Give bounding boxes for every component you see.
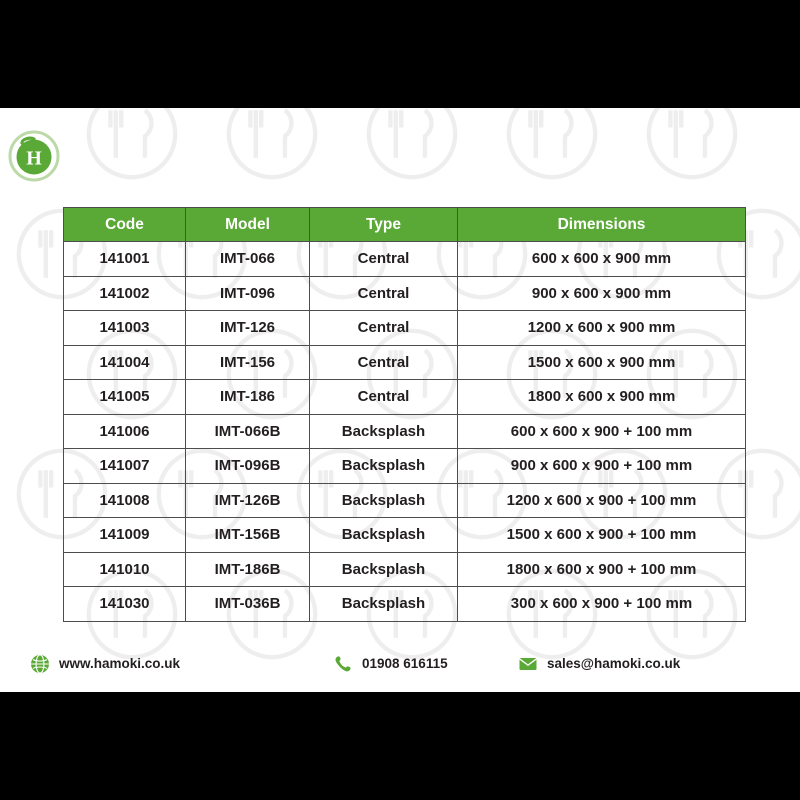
specification-table (63, 207, 745, 622)
table-row (64, 552, 746, 587)
cell-type: Central (310, 345, 458, 380)
column-header-code: Code (64, 208, 186, 242)
table-row (64, 449, 746, 484)
cell-type: Backsplash (310, 414, 458, 449)
logo-letter: H (26, 147, 42, 170)
website-contact[interactable] (30, 654, 180, 674)
cell-model: IMT-186B (186, 552, 310, 587)
cell-dimensions: 300 x 600 x 900 + 100 mm (458, 587, 746, 622)
cell-model: IMT-156B (186, 518, 310, 553)
cell-dimensions: 1500 x 600 x 900 mm (458, 345, 746, 380)
email-text: sales@hamoki.co.uk (547, 656, 681, 671)
phone-icon (333, 654, 353, 674)
cell-code: 141008 (64, 483, 186, 518)
table-row (64, 414, 746, 449)
cell-model: IMT-186 (186, 380, 310, 415)
column-header-model: Model (186, 208, 310, 242)
table-row (64, 311, 746, 346)
cell-type: Backsplash (310, 449, 458, 484)
table-row (64, 518, 746, 553)
cell-model: IMT-096B (186, 449, 310, 484)
website-text: www.hamoki.co.uk (59, 656, 181, 671)
phone-contact[interactable] (333, 654, 448, 674)
cell-model: IMT-156 (186, 345, 310, 380)
cell-dimensions: 900 x 600 x 900 + 100 mm (458, 449, 746, 484)
column-header-type: Type (310, 208, 458, 242)
cell-code: 141030 (64, 587, 186, 622)
cell-code: 141001 (64, 242, 186, 277)
cell-code: 141005 (64, 380, 186, 415)
cell-type: Backsplash (310, 587, 458, 622)
spec-sheet (0, 108, 800, 692)
cell-type: Backsplash (310, 518, 458, 553)
globe-icon (30, 654, 50, 674)
email-contact[interactable] (518, 654, 680, 674)
cell-dimensions: 1200 x 600 x 900 mm (458, 311, 746, 346)
cell-dimensions: 1800 x 600 x 900 + 100 mm (458, 552, 746, 587)
table-row (64, 483, 746, 518)
cell-code: 141010 (64, 552, 186, 587)
contact-footer (0, 648, 800, 692)
phone-text: 01908 616115 (362, 656, 448, 671)
cell-code: 141002 (64, 276, 186, 311)
table-row (64, 276, 746, 311)
cell-code: 141007 (64, 449, 186, 484)
cell-type: Backsplash (310, 552, 458, 587)
cell-model: IMT-126 (186, 311, 310, 346)
cell-code: 141004 (64, 345, 186, 380)
envelope-icon (518, 654, 538, 674)
cell-model: IMT-066 (186, 242, 310, 277)
cell-type: Central (310, 276, 458, 311)
table-row (64, 587, 746, 622)
cell-code: 141003 (64, 311, 186, 346)
cell-dimensions: 900 x 600 x 900 mm (458, 276, 746, 311)
cell-type: Backsplash (310, 483, 458, 518)
cell-dimensions: 1200 x 600 x 900 + 100 mm (458, 483, 746, 518)
cell-type: Central (310, 242, 458, 277)
cell-dimensions: 1800 x 600 x 900 mm (458, 380, 746, 415)
cell-dimensions: 1500 x 600 x 900 + 100 mm (458, 518, 746, 553)
cell-dimensions: 600 x 600 x 900 mm (458, 242, 746, 277)
cell-code: 141009 (64, 518, 186, 553)
cell-code: 141006 (64, 414, 186, 449)
cell-type: Central (310, 311, 458, 346)
cell-model: IMT-066B (186, 414, 310, 449)
cell-dimensions: 600 x 600 x 900 + 100 mm (458, 414, 746, 449)
cell-model: IMT-096 (186, 276, 310, 311)
column-header-dimensions: Dimensions (458, 208, 746, 242)
table-row (64, 345, 746, 380)
cell-model: IMT-126B (186, 483, 310, 518)
table-row (64, 242, 746, 277)
hamoki-logo (8, 130, 60, 182)
cell-type: Central (310, 380, 458, 415)
table-header-row (64, 208, 746, 242)
cell-model: IMT-036B (186, 587, 310, 622)
table-row (64, 380, 746, 415)
